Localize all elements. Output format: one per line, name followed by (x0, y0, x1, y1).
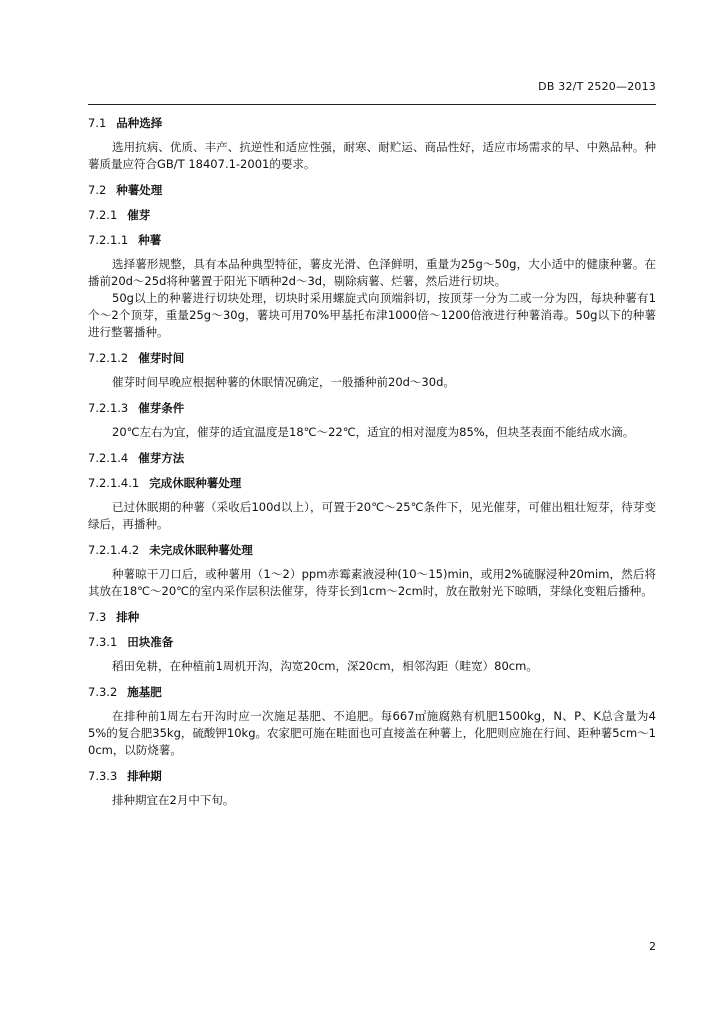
section-heading (88, 401, 656, 416)
section-heading (88, 233, 656, 248)
section-heading (88, 543, 656, 558)
section-title: 排种 (116, 610, 140, 624)
spacer (88, 491, 656, 499)
page-number: 2 (649, 940, 656, 953)
paragraph: 20℃左右为宜，催芽的适宜温度是18℃～22℃，适宜的相对湿度为85%，但块茎表面不能结成水滴。 (112, 425, 635, 439)
spacer (88, 391, 656, 401)
spacer (88, 341, 656, 351)
section-number: 7.3.2 (88, 685, 118, 699)
document-id: DB 32/T 2520—2013 (538, 80, 656, 93)
paragraph: 选择薯形规整，具有本品种典型特征，薯皮光滑、色泽鲜明，重量为25g～50g，大小适中的健康种薯。在播前20d～25d将种薯置于阳光下晒种2d～3d，剔除病薯、烂薯，然后进行切块。 (88, 257, 656, 288)
section-number: 7.3.1 (88, 635, 118, 649)
paragraph: 催芽时间早晚应根据种薯的休眠情况确定，一般播种前20d～30d。 (112, 375, 455, 389)
paragraph: 稻田免耕，在种植前1周机开沟，沟宽20cm，深20cm，相邻沟距（畦宽）80cm。 (112, 659, 538, 673)
spacer (88, 366, 656, 374)
section-heading (88, 208, 656, 223)
spacer (88, 173, 656, 183)
section-number: 7.2.1.1 (88, 233, 129, 247)
section-number: 7.3.3 (88, 769, 118, 783)
spacer (88, 131, 656, 139)
section-title: 种薯处理 (116, 183, 163, 197)
section-heading (88, 610, 656, 625)
spacer (88, 223, 656, 233)
spacer (88, 416, 656, 424)
section-number: 7.2.1 (88, 208, 118, 222)
spacer (88, 759, 656, 769)
section-number: 7.2.1.2 (88, 351, 129, 365)
spacer (88, 441, 656, 451)
spacer (88, 198, 656, 208)
section-title: 催芽 (127, 208, 151, 222)
section-heading (88, 351, 656, 366)
section-heading (88, 183, 656, 198)
section-number: 7.2.1.4.1 (88, 476, 140, 490)
document-body (88, 116, 656, 809)
section-heading (88, 635, 656, 650)
page-header (88, 80, 656, 93)
section-title: 完成休眠种薯处理 (149, 476, 242, 490)
paragraph: 在排种前1周左右开沟时应一次施足基肥、不追肥。每667㎡施腐熟有机肥1500kg，N、P、K总含量为45%的复合肥35kg，硫酸钾10kg。农家肥可施在畦面也可直接盖在种薯上，化肥则应施在行间、距种薯5cm～10cm，以防烧薯。 (88, 709, 656, 757)
paragraph: 选用抗病、优质、丰产、抗逆性和适应性强，耐寒、耐贮运、商品性好，适应市场需求的早、中熟品种。种薯质量应符合GB/T 18407.1-2001的要求。 (88, 140, 656, 171)
section-heading (88, 116, 656, 131)
section-heading (88, 451, 656, 466)
section-number: 7.2.1.3 (88, 401, 129, 415)
section-number: 7.3 (88, 610, 107, 624)
paragraph: 已过休眠期的种薯（采收后100d以上），可置于20℃～25℃条件下，见光催芽，可催出粗壮短芽，待芽变绿后，再播种。 (88, 500, 656, 531)
spacer (88, 675, 656, 685)
section-heading (88, 685, 656, 700)
section-number: 7.2.1.4.2 (88, 543, 140, 557)
paragraph: 排种期宜在2月中下旬。 (112, 793, 235, 807)
section-heading (88, 769, 656, 784)
section-title: 催芽方法 (138, 451, 185, 465)
section-title: 田块准备 (127, 635, 174, 649)
section-heading (88, 476, 656, 491)
section-number: 7.2.1.4 (88, 451, 129, 465)
spacer (88, 700, 656, 708)
spacer (88, 533, 656, 543)
spacer (88, 466, 656, 476)
spacer (88, 650, 656, 658)
section-title: 催芽时间 (138, 351, 185, 365)
paragraph: 种薯晾干刀口后，或种薯用（1～2）ppm赤霉素液浸种(10～15)min，或用2%硫脲浸种20mim，然后将其放在18℃～20℃的室内采作层积法催芽，待芽长到1cm～2cm时，放在散射光下晾晒，芽绿化变粗后播种。 (88, 567, 656, 598)
paragraph: 50g以上的种薯进行切块处理，切块时采用螺旋式向顶端斜切，按顶芽一分为二或一分为四，每块种薯有1个～2个顶芽，重量25g～30g，薯块可用70%甲基托布津1000倍～1200倍液进行种薯消毒。50g以下的种薯进行整薯播种。 (88, 291, 656, 339)
section-number: 7.2 (88, 183, 107, 197)
spacer (88, 600, 656, 610)
spacer (88, 784, 656, 792)
section-title: 品种选择 (116, 116, 163, 130)
section-title: 种薯 (138, 233, 162, 247)
spacer (88, 248, 656, 256)
section-title: 催芽条件 (138, 401, 185, 415)
section-title: 排种期 (127, 769, 162, 783)
section-title: 施基肥 (127, 685, 162, 699)
section-title: 未完成休眠种薯处理 (149, 543, 253, 557)
spacer (88, 558, 656, 566)
spacer (88, 625, 656, 635)
header-rule (88, 104, 656, 105)
section-number: 7.1 (88, 116, 107, 130)
